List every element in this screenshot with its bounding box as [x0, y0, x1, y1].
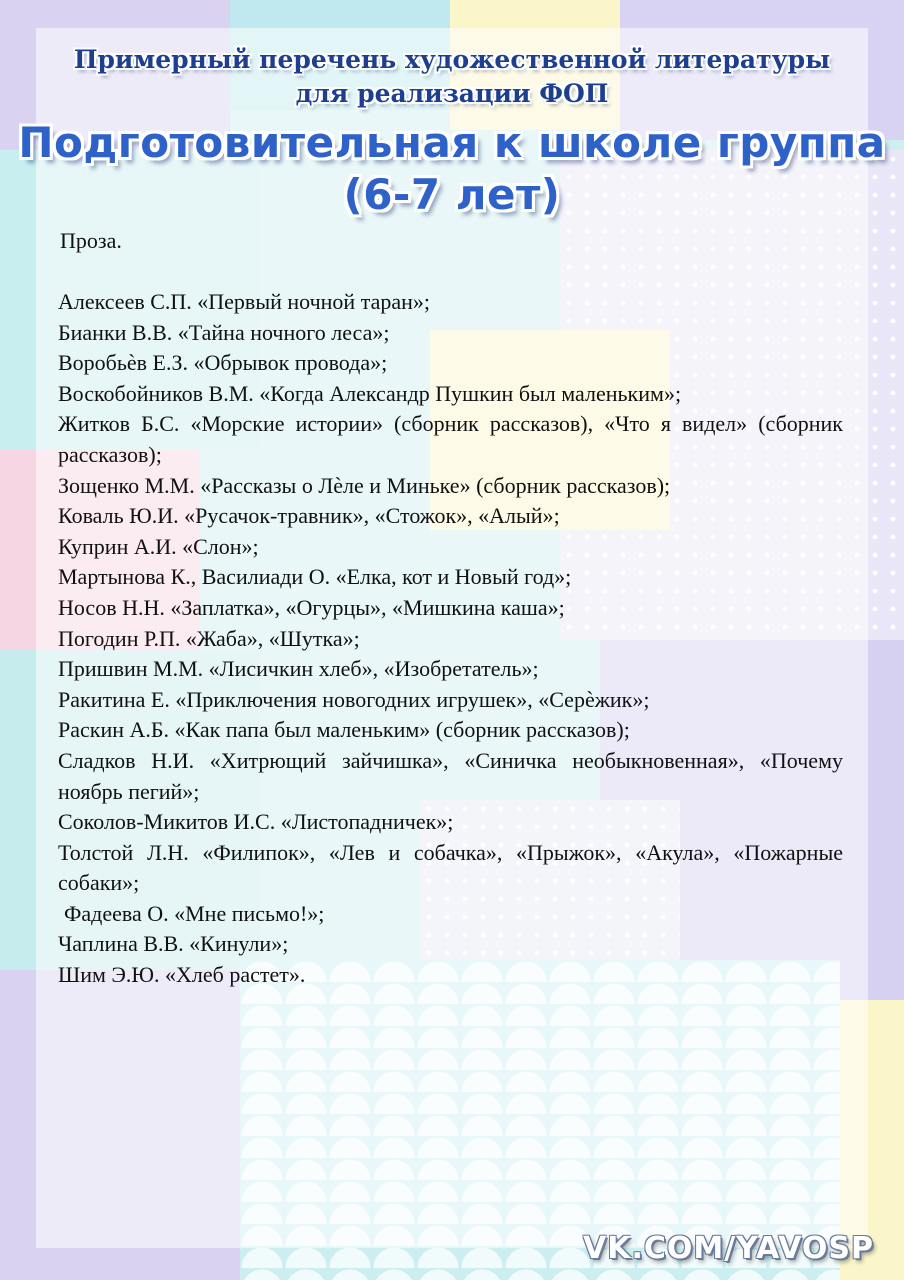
list-item: Бианки В.В. «Тайна ночного леса»; — [58, 319, 390, 345]
group-title: Подготовительная к школе группа — [18, 118, 886, 167]
header-line-1: Примерный перечень художественной литературы — [73, 45, 831, 74]
list-item: Зощенко М.М. «Рассказы о Лѐле и Миньке» (сборник рассказов); — [58, 472, 671, 498]
age-range: (6-7 лет) — [343, 170, 561, 219]
list-item: Фадеева О. «Мне письмо!»; — [64, 900, 325, 926]
section-label: Проза. — [60, 228, 122, 253]
list-item: Куприн А.И. «Слон»; — [58, 533, 259, 559]
list-item: Пришвин М.М. «Лисичкин хлеб», «Изобретатель»; — [58, 656, 539, 682]
literature-list — [58, 287, 843, 991]
list-item: Носов Н.Н. «Заплатка», «Огурцы», «Мишкина каша»; — [58, 594, 565, 620]
header-line-2: для реализации ФОП — [295, 79, 609, 108]
list-item: Житков Б.С. «Морские истории» (сборник рассказов), «Что я видел» (сборник рассказов); — [58, 411, 843, 467]
list-item: Воробьѐв Е.З. «Обрывок провода»; — [58, 350, 388, 376]
list-item: Ракитина Е. «Приключения новогодних игрушек», «Серѐжик»; — [58, 686, 650, 712]
list-item: Погодин Р.П. «Жаба», «Шутка»; — [58, 625, 360, 651]
list-item: Чаплина В.В. «Кинули»; — [58, 931, 289, 957]
list-item: Толстой Л.Н. «Филипок», «Лев и собачка», «Прыжок», «Акула», «Пожарные собаки»; — [58, 839, 843, 896]
list-item: Раскин А.Б. «Как папа был маленьким» (сборник рассказов); — [58, 717, 630, 743]
list-item: Мартынова К., Василиади О. «Елка, кот и Новый год»; — [58, 564, 572, 590]
watermark-link: VK.COM/YAVOSP — [582, 1231, 874, 1266]
list-item: Воскобойников В.М. «Когда Александр Пушкин был маленьким»; — [58, 380, 682, 406]
list-item: Коваль Ю.И. «Русачок-травник», «Стожок», «Алый»; — [58, 503, 560, 529]
list-item: Сладков Н.И. «Хитрющий зайчишка», «Синичка необыкновенная», «Почему ноябрь пегий»; — [58, 747, 843, 804]
list-item: Шим Э.Ю. «Хлеб растет». — [58, 962, 306, 988]
list-item: Алексеев С.П. «Первый ночной таран»; — [58, 289, 430, 314]
list-item: Соколов-Микитов И.С. «Листопадничек»; — [58, 809, 454, 835]
